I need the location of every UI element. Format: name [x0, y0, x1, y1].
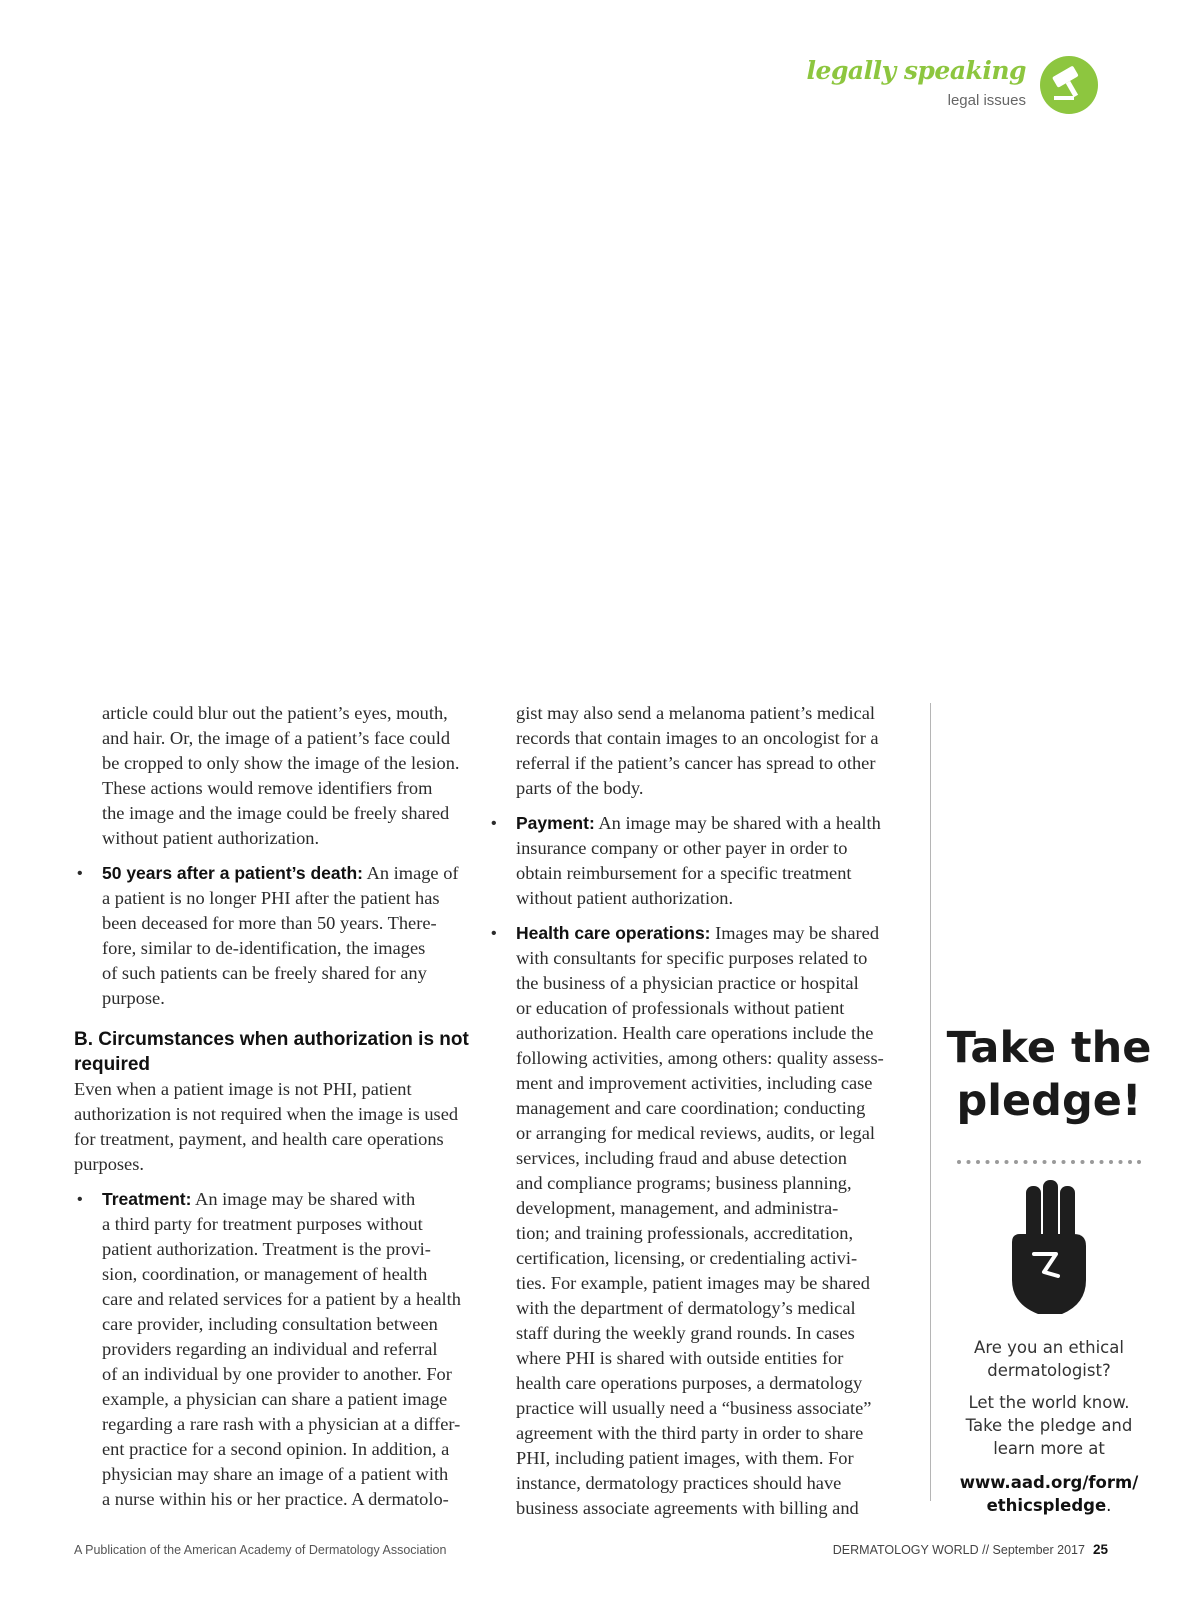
text-line: PHI, including patient images, with them. For [516, 1448, 854, 1468]
text-line: ties. For example, patient images may be shared [516, 1273, 870, 1293]
text-line: care and related services for a patient by a health [102, 1289, 461, 1309]
text-line: obtain reimbursement for a specific treatment [516, 863, 852, 883]
text-line: with the department of dermatology’s medical [516, 1298, 856, 1318]
text-line: management and care coordination; conducting [516, 1098, 866, 1118]
text-line: ent practice for a second opinion. In addition, a [102, 1439, 450, 1459]
page-number: 25 [1092, 1542, 1108, 1557]
pledge-title-line: pledge! [956, 1076, 1142, 1126]
text-line: the business of a physician practice or hospital [516, 973, 859, 993]
text-line: and hair. Or, the image of a patient’s face could [102, 728, 451, 748]
text-line: or education of professionals without patient [516, 998, 845, 1018]
bullet-term: Health care operations: [516, 923, 711, 943]
bullet-dot-icon: • [77, 865, 83, 882]
bullet-dot-icon: • [77, 1191, 83, 1208]
text-line: ment and improvement activities, including case [516, 1073, 873, 1093]
article-column-1 [74, 701, 474, 1512]
text-line: agreement with the third party in order to share [516, 1423, 864, 1443]
text-line: of an individual by one provider to another. For [102, 1364, 452, 1384]
text-line: sion, coordination, or management of health [102, 1264, 428, 1284]
text-line: authorization is not required when the image is used [74, 1104, 459, 1124]
text-line: practice will usually need a “business associate” [516, 1398, 872, 1418]
text-line: certification, licensing, or credentialing activi- [516, 1248, 858, 1268]
text-line: where PHI is shared with outside entities for [516, 1348, 844, 1368]
subheading-line: B. Circumstances when authorization is not [74, 1029, 469, 1050]
pledge-question [940, 1336, 1158, 1382]
bullet-treatment [74, 1187, 474, 1512]
text-line: An image may be shared with [191, 1189, 416, 1209]
text-line: for treatment, payment, and health care operations [74, 1129, 444, 1149]
text-line: a third party for treatment purposes without [102, 1214, 423, 1234]
subheading [74, 1027, 474, 1077]
article-column-2 [491, 701, 916, 1521]
text-line: the image and the image could be freely shared [102, 803, 450, 823]
bullet-term: 50 years after a patient’s death: [102, 863, 363, 883]
text-line: a nurse within his or her practice. A dermatolo- [102, 1489, 449, 1509]
text-line: gist may also send a melanoma patient’s medical [516, 703, 876, 723]
text-line: These actions would remove identifiers from [102, 778, 433, 798]
text-line: article could blur out the patient’s eyes, mouth, [102, 703, 448, 723]
text-line: authorization. Health care operations include the [516, 1023, 874, 1043]
link-line[interactable]: ethicspledge [986, 1496, 1107, 1515]
pledge-title-line: Take the [946, 1023, 1152, 1073]
text-line: parts of the body. [516, 778, 644, 798]
text-line: without patient authorization. [516, 888, 734, 908]
text-line: a patient is no longer PHI after the patient has [102, 888, 440, 908]
text-line: and compliance programs; business planning, [516, 1173, 852, 1193]
text-line: services, including fraud and abuse detection [516, 1148, 847, 1168]
subheading-line: required [74, 1054, 151, 1075]
pledge-link[interactable] [940, 1471, 1158, 1517]
section-header [806, 56, 1098, 116]
bullet-operations [488, 921, 916, 1521]
dotted-divider [956, 1152, 1142, 1158]
text-line: dermatologist? [987, 1361, 1111, 1380]
text-line: regarding a rare rash with a physician at a differ- [102, 1414, 461, 1434]
footer-issue [833, 1542, 1108, 1557]
link-line[interactable]: www.aad.org/form/ [959, 1473, 1139, 1492]
text-line: purpose. [102, 988, 165, 1008]
text-line: Images may be shared [710, 923, 880, 943]
text-line: without patient authorization. [102, 828, 320, 848]
text-line: patient authorization. Treatment is the provi- [102, 1239, 431, 1259]
text-line: be cropped to only show the image of the lesion. [102, 753, 460, 773]
column-divider [930, 703, 931, 1501]
text-line: instance, dermatology practices should have [516, 1473, 842, 1493]
bullet-dot-icon: • [491, 815, 497, 832]
text-line: learn more at [993, 1439, 1105, 1458]
text-line: providers regarding an individual and referral [102, 1339, 438, 1359]
text-line: been deceased for more than 50 years. There- [102, 913, 437, 933]
text-line: example, a physician can share a patient image [102, 1389, 448, 1409]
text-line: following activities, among others: quality assess- [516, 1048, 884, 1068]
intro-paragraph [74, 1077, 474, 1177]
text-line: tion; and training professionals, accreditation, [516, 1223, 854, 1243]
continuation-paragraph [516, 701, 916, 801]
text-line: staff during the weekly grand rounds. In cases [516, 1323, 855, 1343]
text-line: health care operations purposes, a dermatology [516, 1373, 863, 1393]
text-line: purposes. [74, 1154, 144, 1174]
link-suffix: . [1106, 1496, 1112, 1515]
text-line: Are you an ethical [974, 1338, 1124, 1357]
text-line: business associate agreements with billing and [516, 1498, 859, 1518]
text-line: An image may be shared with a health [594, 813, 881, 833]
text-line: An image of [363, 863, 459, 883]
bullet-payment [488, 811, 916, 911]
text-line: records that contain images to an oncologist for a [516, 728, 879, 748]
text-line: fore, similar to de-identification, the images [102, 938, 426, 958]
text-line: physician may share an image of a patient with [102, 1464, 449, 1484]
text-line: or arranging for medical reviews, audits, or legal [516, 1123, 875, 1143]
pledge-prompt [940, 1391, 1158, 1460]
continuation-paragraph [74, 701, 474, 851]
bullet-death [74, 861, 474, 1011]
text-line: care provider, including consultation between [102, 1314, 438, 1334]
text-line: referral if the patient’s cancer has spread to other [516, 753, 876, 773]
footer-publisher: A Publication of the American Academy of Dermatology Association [74, 1543, 447, 1557]
footer-magazine: DERMATOLOGY WORLD // September 2017 [832, 1543, 1085, 1557]
bullet-term: Payment: [516, 813, 595, 833]
raised-hand-pledge-icon [1004, 1180, 1094, 1320]
pledge-sidebar [940, 1022, 1158, 1517]
text-line: development, management, and administra- [516, 1198, 839, 1218]
text-line: Even when a patient image is not PHI, patient [74, 1079, 412, 1099]
bullet-term: Treatment: [102, 1189, 192, 1209]
gavel-icon [1040, 56, 1098, 114]
section-subtitle: legal issues [947, 92, 1026, 109]
text-line: of such patients can be freely shared for any [102, 963, 427, 983]
text-line: Let the world know. [968, 1393, 1130, 1412]
text-line: insurance company or other payer in order to [516, 838, 848, 858]
bullet-dot-icon: • [491, 925, 497, 942]
text-line: with consultants for specific purposes related to [516, 948, 868, 968]
text-line: Take the pledge and [965, 1416, 1133, 1435]
pledge-title [940, 1022, 1158, 1128]
section-title: legally speaking [806, 56, 1026, 85]
